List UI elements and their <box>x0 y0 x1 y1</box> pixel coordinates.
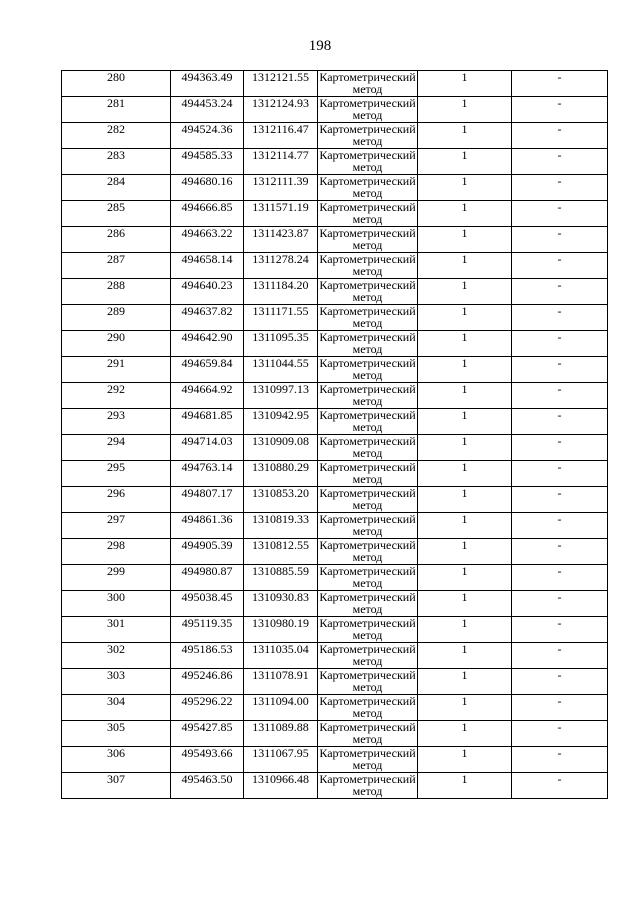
table-row <box>62 721 608 747</box>
point-number-cell: 288 <box>62 279 171 305</box>
coordinate-y-cell: 1311044.55 <box>244 357 318 383</box>
description-cell: - <box>512 461 608 487</box>
table-row <box>62 149 608 175</box>
table-row <box>62 409 608 435</box>
description-cell: - <box>512 97 608 123</box>
table-row <box>62 305 608 331</box>
coordinate-x-cell: 495493.66 <box>171 747 244 773</box>
description-cell: - <box>512 201 608 227</box>
point-number-cell: 281 <box>62 97 171 123</box>
coordinate-x-cell: 494658.14 <box>171 253 244 279</box>
point-number-cell: 294 <box>62 435 171 461</box>
coordinate-x-cell: 494681.85 <box>171 409 244 435</box>
point-number-cell: 286 <box>62 227 171 253</box>
method-cell: Картометрический метод <box>319 720 416 746</box>
coordinate-x-cell: 494763.14 <box>171 461 244 487</box>
coordinates-table-body <box>62 71 608 799</box>
coordinate-x-cell: 494640.23 <box>171 279 244 305</box>
method-cell: Картометрический метод <box>319 226 416 252</box>
method-cell: Картометрический метод <box>319 200 416 226</box>
coordinate-y-cell: 1310997.13 <box>244 383 318 409</box>
point-number-cell: 296 <box>62 487 171 513</box>
accuracy-cell: 1 <box>418 643 512 669</box>
method-cell: Картометрический метод <box>319 668 416 694</box>
accuracy-cell: 1 <box>418 279 512 305</box>
method-cell: Картометрический метод <box>319 148 416 174</box>
accuracy-cell: 1 <box>418 305 512 331</box>
coordinate-x-cell: 495296.22 <box>171 695 244 721</box>
point-number-cell: 298 <box>62 539 171 565</box>
coordinate-y-cell: 1311094.00 <box>244 695 318 721</box>
coordinate-y-cell: 1311423.87 <box>244 227 318 253</box>
point-number-cell: 284 <box>62 175 171 201</box>
description-cell: - <box>512 175 608 201</box>
coordinate-x-cell: 495463.50 <box>171 773 244 799</box>
method-cell: Картометрический метод <box>319 408 416 434</box>
table-row <box>62 487 608 513</box>
description-cell: - <box>512 279 608 305</box>
description-cell: - <box>512 747 608 773</box>
table-row <box>62 357 608 383</box>
point-number-cell: 291 <box>62 357 171 383</box>
coordinate-y-cell: 1312116.47 <box>244 123 318 149</box>
accuracy-cell: 1 <box>418 591 512 617</box>
table-row <box>62 773 608 799</box>
description-cell: - <box>512 773 608 799</box>
coordinate-y-cell: 1310853.20 <box>244 487 318 513</box>
table-row <box>62 201 608 227</box>
accuracy-cell: 1 <box>418 149 512 175</box>
description-cell: - <box>512 357 608 383</box>
accuracy-cell: 1 <box>418 487 512 513</box>
description-cell: - <box>512 435 608 461</box>
coordinate-x-cell: 495186.53 <box>171 643 244 669</box>
table-row <box>62 97 608 123</box>
coordinate-y-cell: 1311184.20 <box>244 279 318 305</box>
point-number-cell: 295 <box>62 461 171 487</box>
coordinate-x-cell: 494637.82 <box>171 305 244 331</box>
point-number-cell: 303 <box>62 669 171 695</box>
method-cell: Картометрический метод <box>319 694 416 720</box>
method-cell: Картометрический метод <box>319 460 416 486</box>
point-number-cell: 306 <box>62 747 171 773</box>
coordinate-x-cell: 494807.17 <box>171 487 244 513</box>
method-cell: Картометрический метод <box>319 538 416 564</box>
description-cell: - <box>512 487 608 513</box>
accuracy-cell: 1 <box>418 721 512 747</box>
table-row <box>62 591 608 617</box>
table-row <box>62 123 608 149</box>
method-cell: Картометрический метод <box>319 174 416 200</box>
coordinate-y-cell: 1310966.48 <box>244 773 318 799</box>
accuracy-cell: 1 <box>418 357 512 383</box>
method-cell: Картометрический метод <box>319 356 416 382</box>
page-number: 198 <box>308 38 332 54</box>
method-cell: Картометрический метод <box>319 434 416 460</box>
method-cell: Картометрический метод <box>319 304 416 330</box>
accuracy-cell: 1 <box>418 669 512 695</box>
coordinate-x-cell: 494524.36 <box>171 123 244 149</box>
accuracy-cell: 1 <box>418 513 512 539</box>
accuracy-cell: 1 <box>418 383 512 409</box>
method-cell: Картометрический метод <box>319 772 416 798</box>
table-row <box>62 539 608 565</box>
point-number-cell: 293 <box>62 409 171 435</box>
coordinate-y-cell: 1310930.83 <box>244 591 318 617</box>
coordinate-x-cell: 494585.33 <box>171 149 244 175</box>
coordinate-y-cell: 1312124.93 <box>244 97 318 123</box>
table-row <box>62 175 608 201</box>
coordinate-x-cell: 494666.85 <box>171 201 244 227</box>
description-cell: - <box>512 591 608 617</box>
method-cell: Картометрический метод <box>319 746 416 772</box>
coordinate-y-cell: 1310812.55 <box>244 539 318 565</box>
point-number-cell: 299 <box>62 565 171 591</box>
coordinate-y-cell: 1310980.19 <box>244 617 318 643</box>
table-row <box>62 279 608 305</box>
table-row <box>62 331 608 357</box>
table-row <box>62 617 608 643</box>
accuracy-cell: 1 <box>418 747 512 773</box>
coordinate-x-cell: 494453.24 <box>171 97 244 123</box>
accuracy-cell: 1 <box>418 565 512 591</box>
coordinate-x-cell: 495038.45 <box>171 591 244 617</box>
accuracy-cell: 1 <box>418 97 512 123</box>
coordinate-x-cell: 494664.92 <box>171 383 244 409</box>
description-cell: - <box>512 383 608 409</box>
description-cell: - <box>512 695 608 721</box>
accuracy-cell: 1 <box>418 695 512 721</box>
point-number-cell: 280 <box>62 71 171 97</box>
coordinates-table <box>61 70 608 799</box>
point-number-cell: 297 <box>62 513 171 539</box>
coordinate-x-cell: 495119.35 <box>171 617 244 643</box>
coordinate-x-cell: 494980.87 <box>171 565 244 591</box>
coordinate-y-cell: 1311171.55 <box>244 305 318 331</box>
point-number-cell: 283 <box>62 149 171 175</box>
point-number-cell: 302 <box>62 643 171 669</box>
coordinate-y-cell: 1310880.29 <box>244 461 318 487</box>
description-cell: - <box>512 227 608 253</box>
table-row <box>62 643 608 669</box>
method-cell: Картометрический метод <box>319 96 416 122</box>
method-cell: Картометрический метод <box>319 122 416 148</box>
coordinate-y-cell: 1311089.88 <box>244 721 318 747</box>
table-row <box>62 71 608 97</box>
table-row <box>62 253 608 279</box>
point-number-cell: 300 <box>62 591 171 617</box>
table-row <box>62 565 608 591</box>
description-cell: - <box>512 643 608 669</box>
accuracy-cell: 1 <box>418 201 512 227</box>
method-cell: Картометрический метод <box>319 382 416 408</box>
point-number-cell: 285 <box>62 201 171 227</box>
point-number-cell: 289 <box>62 305 171 331</box>
description-cell: - <box>512 721 608 747</box>
coordinate-x-cell: 495427.85 <box>171 721 244 747</box>
accuracy-cell: 1 <box>418 435 512 461</box>
coordinate-x-cell: 494714.03 <box>171 435 244 461</box>
description-cell: - <box>512 513 608 539</box>
point-number-cell: 305 <box>62 721 171 747</box>
method-cell: Картометрический метод <box>319 486 416 512</box>
point-number-cell: 292 <box>62 383 171 409</box>
table-row <box>62 461 608 487</box>
coordinate-x-cell: 494663.22 <box>171 227 244 253</box>
accuracy-cell: 1 <box>418 461 512 487</box>
method-cell: Картометрический метод <box>319 70 416 96</box>
method-cell: Картометрический метод <box>319 564 416 590</box>
coordinate-x-cell: 494363.49 <box>171 71 244 97</box>
coordinate-y-cell: 1311078.91 <box>244 669 318 695</box>
table-row <box>62 747 608 773</box>
accuracy-cell: 1 <box>418 123 512 149</box>
method-cell: Картометрический метод <box>319 642 416 668</box>
coordinate-x-cell: 494659.84 <box>171 357 244 383</box>
point-number-cell: 301 <box>62 617 171 643</box>
point-number-cell: 287 <box>62 253 171 279</box>
coordinate-x-cell: 494642.90 <box>171 331 244 357</box>
method-cell: Картометрический метод <box>319 512 416 538</box>
description-cell: - <box>512 123 608 149</box>
accuracy-cell: 1 <box>418 617 512 643</box>
method-cell: Картометрический метод <box>319 590 416 616</box>
method-cell: Картометрический метод <box>319 616 416 642</box>
point-number-cell: 304 <box>62 695 171 721</box>
accuracy-cell: 1 <box>418 539 512 565</box>
coordinate-y-cell: 1311571.19 <box>244 201 318 227</box>
method-cell: Картометрический метод <box>319 252 416 278</box>
accuracy-cell: 1 <box>418 71 512 97</box>
accuracy-cell: 1 <box>418 227 512 253</box>
accuracy-cell: 1 <box>418 773 512 799</box>
accuracy-cell: 1 <box>418 331 512 357</box>
table-row <box>62 435 608 461</box>
description-cell: - <box>512 617 608 643</box>
coordinate-y-cell: 1311095.35 <box>244 331 318 357</box>
coordinate-y-cell: 1311278.24 <box>244 253 318 279</box>
description-cell: - <box>512 409 608 435</box>
description-cell: - <box>512 71 608 97</box>
description-cell: - <box>512 331 608 357</box>
coordinate-y-cell: 1312114.77 <box>244 149 318 175</box>
description-cell: - <box>512 253 608 279</box>
coordinate-y-cell: 1310885.59 <box>244 565 318 591</box>
method-cell: Картометрический метод <box>319 278 416 304</box>
coordinate-y-cell: 1310909.08 <box>244 435 318 461</box>
coordinate-x-cell: 494680.16 <box>171 175 244 201</box>
accuracy-cell: 1 <box>418 409 512 435</box>
accuracy-cell: 1 <box>418 253 512 279</box>
table-row <box>62 227 608 253</box>
coordinate-x-cell: 494861.36 <box>171 513 244 539</box>
coordinate-x-cell: 495246.86 <box>171 669 244 695</box>
table-row <box>62 513 608 539</box>
coordinate-y-cell: 1311035.04 <box>244 643 318 669</box>
point-number-cell: 282 <box>62 123 171 149</box>
coordinate-y-cell: 1310819.33 <box>244 513 318 539</box>
coordinate-y-cell: 1312111.39 <box>244 175 318 201</box>
description-cell: - <box>512 305 608 331</box>
description-cell: - <box>512 565 608 591</box>
point-number-cell: 307 <box>62 773 171 799</box>
table-row <box>62 383 608 409</box>
table-row <box>62 695 608 721</box>
table-row <box>62 669 608 695</box>
accuracy-cell: 1 <box>418 175 512 201</box>
method-cell: Картометрический метод <box>319 330 416 356</box>
coordinate-y-cell: 1310942.95 <box>244 409 318 435</box>
coordinate-y-cell: 1311067.95 <box>244 747 318 773</box>
description-cell: - <box>512 669 608 695</box>
description-cell: - <box>512 149 608 175</box>
coordinate-y-cell: 1312121.55 <box>244 71 318 97</box>
point-number-cell: 290 <box>62 331 171 357</box>
description-cell: - <box>512 539 608 565</box>
coordinate-x-cell: 494905.39 <box>171 539 244 565</box>
